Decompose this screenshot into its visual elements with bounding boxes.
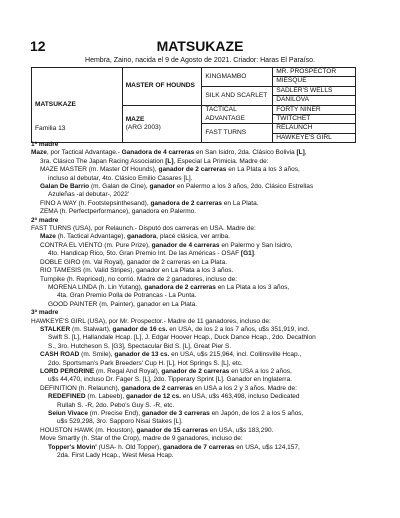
horse-subtitle: Hembra, Zaino, nacida el 9 de Agosto de 2021. Criador: Haras El Paraíso. (85, 57, 315, 64)
text-line: 4to. Handicap Rico, 5to. Gran Premio Int. De las Américas - OSAF [G1]. (48, 250, 256, 258)
pedigree-dds: RELAUNCH (273, 124, 356, 133)
text-line: CASH ROAD (m. Smile), ganador de 13 cs. en USA, u$s 215,964, incl. Collinsville Hcap., (40, 351, 302, 359)
pedigree-ddd: HAWKEYE'S GIRL (273, 133, 356, 142)
text-line: FINO A WAY (h. Footstepsinthesand), ganadora de 2 carreras en La Plata. (40, 199, 259, 207)
horse-name: MATSUKAZE (156, 38, 244, 54)
pedigree-dam-cell (122, 105, 202, 143)
pedigree-horse: MATSUKAZE (32, 68, 123, 143)
text-line: Seiun Vivace (m. Precise End), ganador de 3 carreras en Japón, de los 2 a los 5 años, (48, 410, 304, 417)
text-line: DEFINITION (h. Relaunch), ganadora de 2 carreras en USA a los 2 y 3 años. Madre de: (40, 384, 297, 392)
text-line: 4ta. Gran Premio Polla de Potrancas - La Punta. (57, 292, 197, 300)
text-line: Topper's Movin' (USA- h. Old Topper), ganadora de 7 carreras en USA, u$s 124,157, (48, 443, 300, 451)
text-line: RIO TAMESIS (m. Valid Stripes), ganador en La Plata a los 3 años. (40, 267, 234, 275)
pedigree-sd: SILK AND SCARLET (202, 86, 273, 105)
text-line: u$s 529,298, 3ro. Sapporo Nisai Stakes [L]. (57, 418, 183, 426)
pedigree-table (31, 67, 356, 143)
text-line: CONTRA EL VIENTO (m. Pure Prize), ganador de 4 carreras en Palermo y San Isidro, (40, 241, 293, 249)
pedigree-family: Familia 13 (35, 125, 66, 132)
pedigree-sds: SADLER'S WELLS (273, 86, 356, 95)
section-title: 2ª madre (31, 216, 59, 224)
pedigree-dd: FAST TURNS (202, 124, 273, 143)
pedigree-ds: TACTICAL ADVANTAGE (202, 105, 273, 124)
text-line: incluso al debutar, 4to. Clásico Emilio Casares [L]. (48, 174, 193, 182)
text-line: Maze, por Tactical Advantage.- Ganadora de 4 carreras en San Isidro, 2da. Clásico Bolivia [L], (31, 149, 307, 157)
text-line: HOUSTON HAWK (m. Houston), ganador de 15 carreras en USA, u$s 183,290. (40, 426, 274, 434)
pedigree-dam-detail: (ARG 2003) (125, 123, 161, 131)
pedigree-sss: MR. PROSPECTOR (273, 68, 356, 77)
text-line: Turnpike (h. Repriced), no corrió. Madre de 2 ganadores, incluso de: (40, 275, 238, 283)
pedigree-dss: FORTY NINER (273, 105, 356, 114)
text-line: u$s 44,470, incluso Dr. Fager S. [L], 2do. Tipperary Sprint [L]. Ganador en Inglaterra. (48, 376, 292, 384)
text-line: FAST TURNS (USA), por Relaunch.- Disputó dos carreras en USA. Madre de: (31, 225, 256, 233)
pedigree-sire: MASTER OF HOUNDS (122, 68, 202, 106)
text-line: Maze (h. Tactical Advantage), ganadora, placé clásica, ver arriba. (40, 233, 230, 241)
pedigree-sdd: DANILOVA (273, 96, 356, 105)
text-line: GOOD PAINTER (m. Painter), ganador en La Plata. (48, 300, 198, 308)
text-line: REDEFINED (m. Labeeb), ganador de 12 cs. en USA, u$s 463,498, incluso Dedicated (48, 393, 300, 401)
pedigree-ssd: MIESQUE (273, 77, 356, 86)
text-line: ZEMA (h. Perfectperformance), ganadora en Palermo. (40, 208, 197, 216)
text-line: 3ra. Clásico The Japan Racing Association [L], Especial La Primicia. Madre de: (40, 157, 269, 165)
text-line: Azuleñas -al debutar-, 2022' (48, 191, 130, 199)
pedigree-dam: MAZE (125, 115, 145, 123)
text-line: MAZE MASTER (m. Master Of Hounds), ganador de 2 carreras en La Plata a los 3 años, (40, 166, 300, 174)
text-line: Swift S. [L], Hallandale Hcap. [L], J. Edgar Hoover Hcap., Duck Dance Hcap., 2do. Decathlon (48, 334, 316, 342)
produce-record (31, 141, 376, 460)
text-line: MORENA LINDA (h. Lin Yutang), ganadora de 2 carreras en La Plata a los 3 años, (48, 283, 290, 291)
text-line: Galan De Barrio (m. Galan de Cine), ganador en Palermo a los 3 años, 2do. Clásico Estrellas (40, 183, 314, 191)
text-line: Move Smartly (h. Star of the Crop), madre de 9 ganadores, incluso de: (40, 435, 243, 443)
lot-number: 12 (30, 38, 46, 54)
text-line: DOBLE GIRO (m. Val Royal), ganador de 2 carreras en La Plata. (40, 258, 228, 266)
pedigree-ss: KINGMAMBO (202, 68, 273, 87)
pedigree-dsd: TWITCHET (273, 115, 356, 124)
text-line: S., 3ro. Hutcheson S. [G3], Spectacular Bid S. [L], Great Pier S. (48, 342, 232, 350)
text-line: STALKER (m. Stalwart), ganador de 16 cs. en USA, de los 2 a los 7 años, u$s 351,919, incl. (40, 325, 310, 333)
text-line: HAWKEYE'S GIRL (USA), por Mr. Prospector.- Madre de 11 ganadores, incluso de: (31, 317, 271, 325)
text-line: 2da. First Lady Hcap., West Mesa Hcap. (57, 452, 174, 460)
text-line: LORD PERGRINE (m. Regal And Royal), ganador de 2 carreras en USA a los 2 años, (40, 367, 292, 375)
section-title: 3ª madre (31, 309, 59, 317)
text-line: Rullah S. -R, 2do. Pebo's Guy S. -R, etc. (57, 401, 175, 409)
text-line: 2do. Sportsman's Park Breeders' Cup H. [L], Hot Springs S. [L], etc. (48, 359, 243, 367)
section-title: 1ª madre (31, 141, 59, 148)
